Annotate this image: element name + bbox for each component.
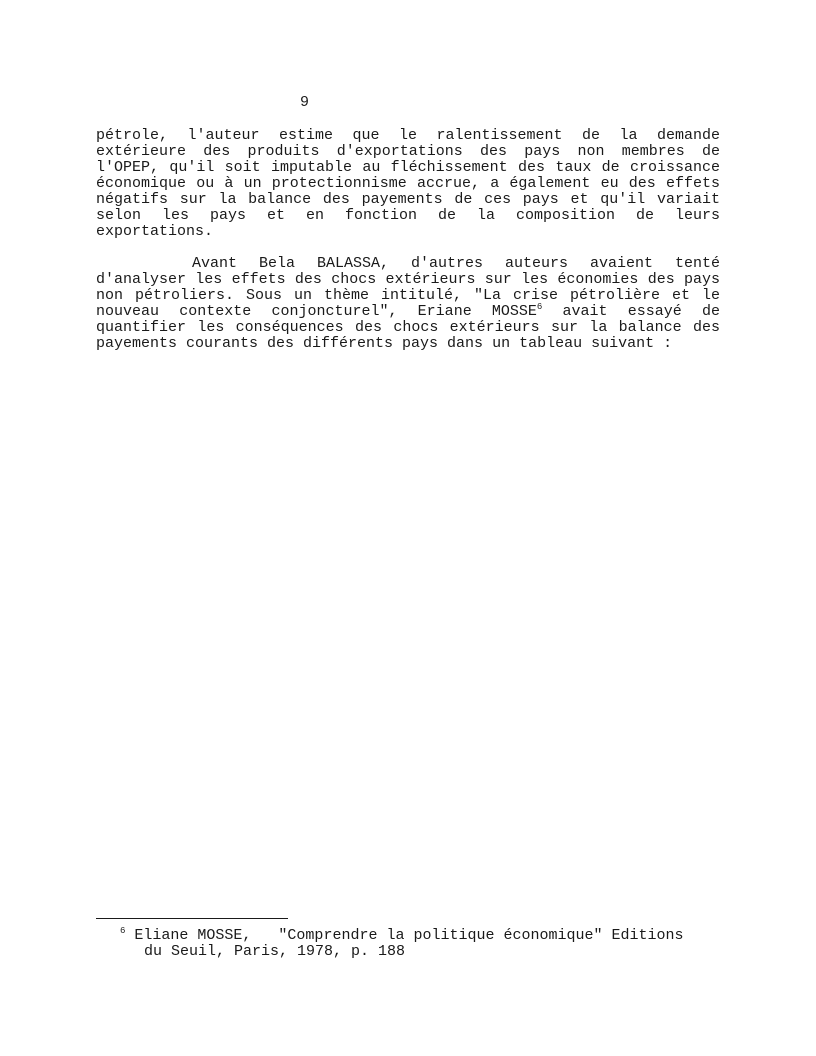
footnote-separator [96, 918, 288, 919]
page-number: 9 [300, 94, 310, 111]
footnote-line-1 [120, 927, 684, 944]
paragraph-2-text-before-ref: Avant Bela BALASSA, d'autres auteurs avaient tenté d'analyser les effets des chocs extérieurs sur les économies des pays non pétroliers. Sous un thème intitulé, "La crise pétrolière et le nouveau contexte conjoncturel", Eriane MOSSE [96, 255, 720, 320]
paragraph-1: pétrole, l'auteur estime que le ralentissement de la demande extérieure des produits d'exportations des pays non membres de l'OPEP, qu'il soit imputable au fléchissement des taux de croissance économique ou à un protectionnisme accrue, a également eu des effets négatifs sur la balance des payements de ces pays et qu'il variait selon les pays et en fonction de la composition de leurs exportations. [96, 127, 720, 240]
footnote-line-2: du Seuil, Paris, 1978, p. 188 [144, 943, 406, 960]
footnote-line-1-text: Eliane MOSSE, "Comprendre la politique économique" Editions [125, 927, 684, 944]
footnote [120, 928, 720, 960]
footnote-marker: 6 [120, 926, 126, 936]
paragraph-2-text-after-ref: avait essayé de quantifier les conséquences des chocs extérieurs sur la balance des payements courants des différents pays dans un tableau suivant : [96, 303, 720, 352]
paragraph-2 [96, 256, 720, 352]
body-text [96, 128, 720, 352]
footnote-reference: 6 [536, 302, 543, 312]
